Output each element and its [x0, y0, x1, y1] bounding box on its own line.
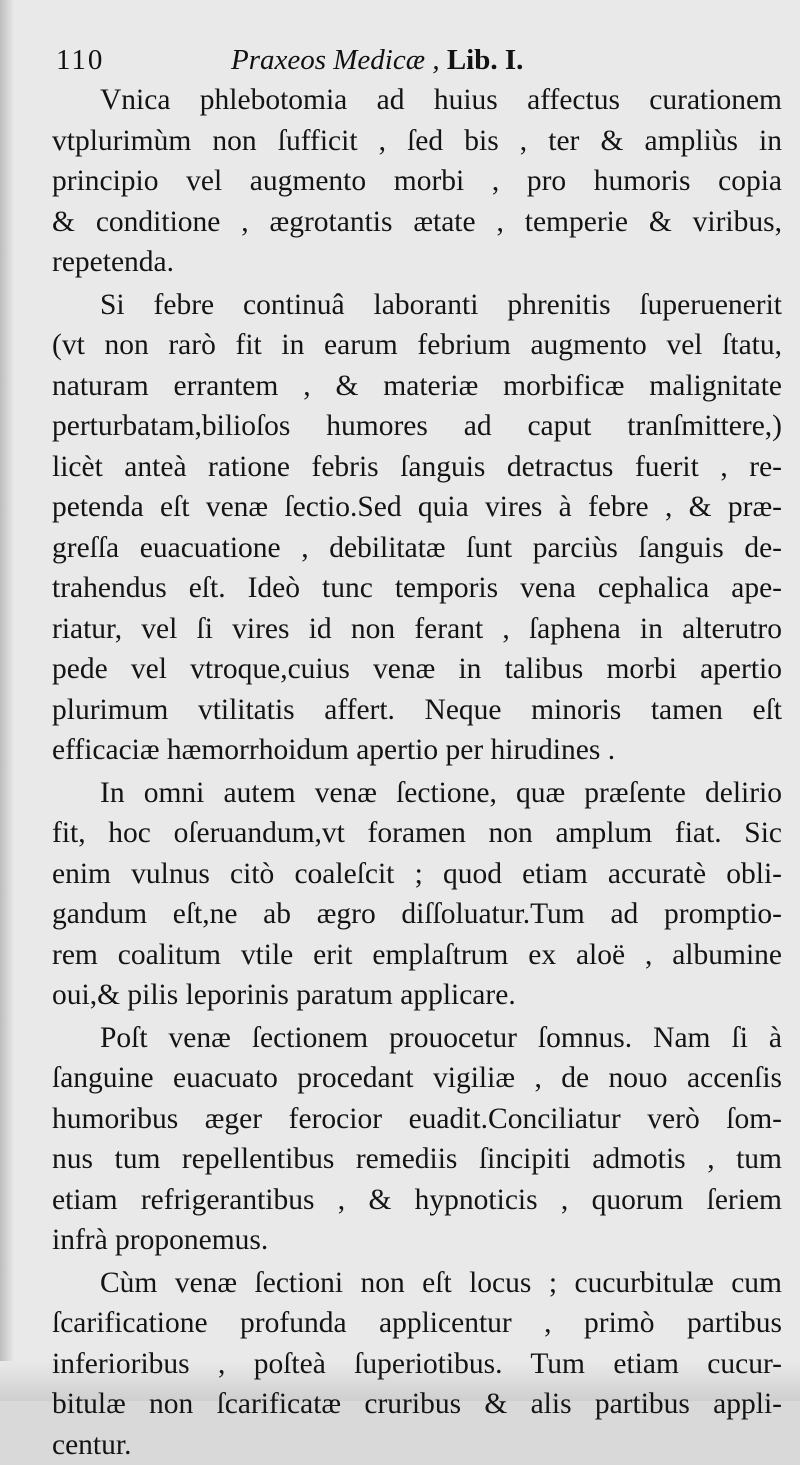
running-title-text: Praxeos Medicæ ,: [231, 44, 440, 76]
text-line: trahendus eſt. Ideò tunc temporis vena cephalica ape-: [52, 568, 782, 609]
text-line: bitulæ non ſcarificatæ cruribus & alis partibus appli-: [52, 1384, 782, 1425]
text-line: centur.: [52, 1425, 782, 1465]
text-line: ſcarificatione profunda applicentur , primò partibus: [52, 1303, 782, 1344]
paragraph-5: [52, 1263, 782, 1465]
page-gutter-shadow: [0, 0, 14, 1401]
text-line: enim vulnus citò coaleſcit ; quod etiam accuratè obli-: [52, 854, 782, 895]
text-line: infrà proponemus.: [52, 1220, 782, 1261]
text-line: Si febre continuâ laboranti phrenitis ſuperuenerit: [52, 285, 782, 326]
text-line: Poſt venæ ſectionem prouocetur ſomnus. Nam ſi à: [52, 1018, 782, 1059]
text-line: etiam refrigerantibus , & hypnoticis , quorum ſeriem: [52, 1180, 782, 1221]
text-body: [52, 80, 782, 1465]
text-line: humoribus æger ferocior euadit.Conciliatur verò ſom-: [52, 1099, 782, 1140]
paragraph-3: [52, 773, 782, 1016]
text-line: oui,& pilis leporinis paratum applicare.: [52, 975, 782, 1016]
text-line: licèt anteà ratione febris ſanguis detractus fuerit , re-: [52, 447, 782, 488]
text-line: (vt non rarò fit in earum febrium augmento vel ſtatu,: [52, 325, 782, 366]
running-title: [231, 44, 523, 77]
text-line: & conditione , ægrotantis ætate , temperie & viribus,: [52, 202, 782, 243]
text-line: naturam errantem , & materiæ morbificæ malignitate: [52, 366, 782, 407]
text-line: efficaciæ hæmorrhoidum apertio per hirudines .: [52, 730, 782, 771]
paragraph-2: [52, 285, 782, 771]
text-line: pede vel vtroque,cuius venæ in talibus morbi apertio: [52, 649, 782, 690]
text-line: repetenda.: [52, 242, 782, 283]
book-number: Lib. I.: [447, 44, 524, 76]
text-line: gandum eſt,ne ab ægro diſſoluatur.Tum ad promptio-: [52, 894, 782, 935]
text-line: greſſa euacuatione , debilitatæ ſunt parciùs ſanguis de-: [52, 528, 782, 569]
page-number: 110: [56, 44, 104, 77]
text-line: plurimum vtilitatis affert. Neque minoris tamen eſt: [52, 690, 782, 731]
text-line: petenda eſt venæ ſectio.Sed quia vires à febre , & præ-: [52, 487, 782, 528]
text-line: nus tum repellentibus remediis ſincipiti admotis , tum: [52, 1139, 782, 1180]
text-line: perturbatam,bilioſos humores ad caput tranſmittere,): [52, 406, 782, 447]
paragraph-4: [52, 1018, 782, 1261]
text-line: In omni autem venæ ſectione, quæ præſente delirio: [52, 773, 782, 814]
text-line: inferioribus , poſteà ſuperiotibus. Tum etiam cucur-: [52, 1344, 782, 1385]
text-line: Cùm venæ ſectioni non eſt locus ; cucurbitulæ cum: [52, 1263, 782, 1304]
text-line: fit, hoc oſeruandum,vt foramen non amplum fiat. Sic: [52, 813, 782, 854]
text-line: rem coalitum vtile erit emplaſtrum ex aloë , albumine: [52, 935, 782, 976]
text-line: riatur, vel ſi vires id non ferant , ſaphena in alterutro: [52, 609, 782, 650]
text-line: principio vel augmento morbi , pro humoris copia: [52, 161, 782, 202]
text-line: ſanguine euacuato procedant vigiliæ , de nouo accenſis: [52, 1058, 782, 1099]
paragraph-1: [52, 80, 782, 283]
text-line: Vnica phlebotomia ad huius affectus curationem: [52, 80, 782, 121]
text-line: vtplurimùm non ſufficit , ſed bis , ter & ampliùs in: [52, 121, 782, 162]
